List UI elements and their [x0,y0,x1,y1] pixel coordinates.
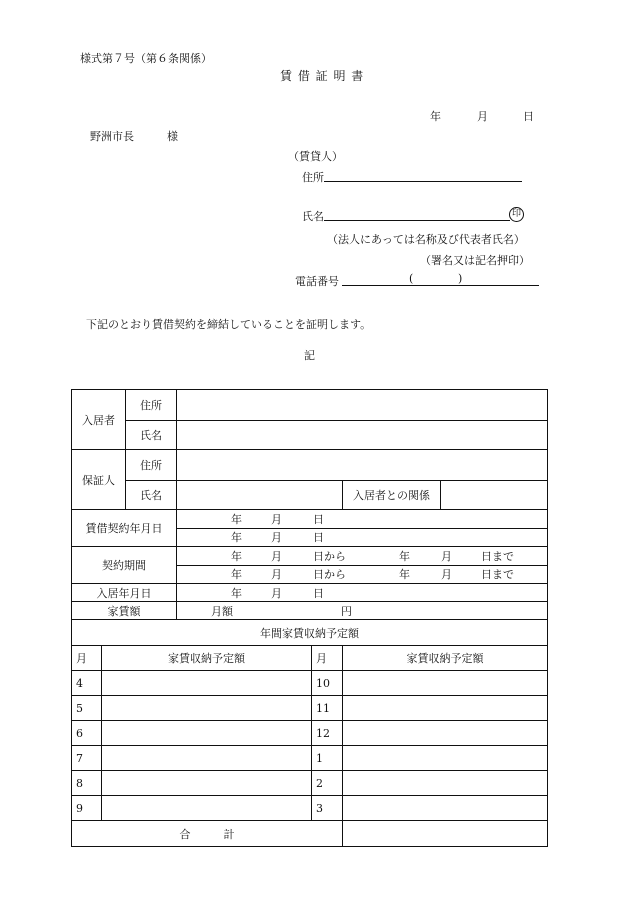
lessor-address-line[interactable] [324,181,522,182]
total-field[interactable] [343,821,548,847]
month-cell: 1 [312,746,343,771]
year-label: 年 [231,549,242,563]
year-label: 年 [399,549,410,563]
amount-cell[interactable] [343,796,548,821]
monthly-label: 月額 [211,604,233,618]
guarantor-address-label: 住所 [126,450,177,481]
corporate-note: （法人にあっては名称及び代表者氏名） [327,233,525,246]
lessor-heading: （賃貸人） [288,150,343,163]
month-label: 月 [441,549,452,563]
date-year-label: 年 [430,110,441,123]
amount-cell[interactable] [102,746,312,771]
amount-cell[interactable] [102,771,312,796]
contract-period-row-2[interactable] [177,565,548,584]
rent-label: 家賃額 [72,602,177,620]
amount-cell[interactable] [102,721,312,746]
month-cell: 10 [312,671,343,696]
contract-date-label: 賃借契約年月日 [72,510,177,547]
certificate-table [71,389,548,847]
tenant-name-label: 氏名 [126,420,177,450]
addressee: 野洲市長 [90,130,134,143]
month-cell: 8 [72,771,102,796]
phone-paren-close: ) [458,272,463,285]
date-day-label: 日 [523,110,534,123]
amount-cell[interactable] [102,796,312,821]
month-cell: 2 [312,771,343,796]
month-cell: 3 [312,796,343,821]
tenant-address-field[interactable] [177,390,548,421]
amount-col-header-left: 家賃収納予定額 [102,646,312,671]
year-label: 年 [231,512,242,526]
month-label: 月 [271,512,282,526]
month-label: 月 [441,568,452,582]
year-label: 年 [231,531,242,545]
year-label: 年 [231,568,242,582]
month-label: 月 [271,531,282,545]
guarantor-name-label: 氏名 [126,480,177,510]
move-in-date-field[interactable] [177,584,548,602]
lessor-name-label: 氏名 [302,210,324,223]
document-title: 賃 借 証 明 書 [280,69,365,83]
guarantor-label: 保証人 [72,450,126,510]
month-cell: 5 [72,696,102,721]
day-label: 日 [313,586,324,600]
form-number: 様式第７号（第６条関係） [80,52,212,65]
day-until-label: 日まで [481,549,514,563]
year-label: 年 [399,568,410,582]
day-until-label: 日まで [481,568,514,582]
amount-cell[interactable] [343,721,548,746]
month-col-header-right: 月 [312,646,343,671]
month-label: 月 [271,549,282,563]
amount-cell[interactable] [102,671,312,696]
relation-label: 入居者との関係 [343,480,441,510]
month-cell: 12 [312,721,343,746]
lessor-address-label: 住所 [302,171,324,184]
tenant-address-label: 住所 [126,390,177,421]
rent-field[interactable] [177,602,548,620]
amount-cell[interactable] [343,746,548,771]
month-cell: 9 [72,796,102,821]
amount-cell[interactable] [343,771,548,796]
month-label: 月 [271,586,282,600]
guarantor-address-field[interactable] [177,450,548,481]
ki-heading: 記 [304,349,315,362]
yen-label: 円 [341,604,352,618]
tenant-label: 入居者 [72,390,126,450]
month-cell: 7 [72,746,102,771]
phone-label: 電話番号 [295,275,339,288]
day-from-label: 日から [313,568,346,582]
relation-field[interactable] [441,480,548,510]
contract-period-label: 契約期間 [72,547,177,584]
lessor-name-line[interactable] [324,220,510,221]
year-label: 年 [231,586,242,600]
guarantor-name-field[interactable] [177,480,343,510]
phone-paren-open: ( [409,272,414,285]
signature-note: （署名又は記名押印） [420,254,530,267]
seal-mark: 印 [509,207,524,222]
month-cell: 4 [72,671,102,696]
day-label: 日 [313,531,324,545]
contract-period-row-1[interactable] [177,547,548,566]
month-cell: 11 [312,696,343,721]
annual-rent-title: 年間家賃収納予定額 [72,620,548,646]
certification-statement: 下記のとおり賃借契約を締結していることを証明します。 [86,318,372,331]
month-col-header-left: 月 [72,646,102,671]
day-label: 日 [313,512,324,526]
month-cell: 6 [72,721,102,746]
amount-cell[interactable] [343,671,548,696]
day-from-label: 日から [313,549,346,563]
contract-date-row-1[interactable] [177,510,548,529]
amount-cell[interactable] [102,696,312,721]
amount-cell[interactable] [343,696,548,721]
phone-line[interactable] [342,285,539,286]
month-label: 月 [271,568,282,582]
move-in-date-label: 入居年月日 [72,584,177,602]
tenant-name-field[interactable] [177,420,548,450]
contract-date-row-2[interactable] [177,528,548,547]
honorific: 様 [167,130,178,143]
date-month-label: 月 [477,110,488,123]
total-label: 合 計 [72,821,343,847]
amount-col-header-right: 家賃収納予定額 [343,646,548,671]
